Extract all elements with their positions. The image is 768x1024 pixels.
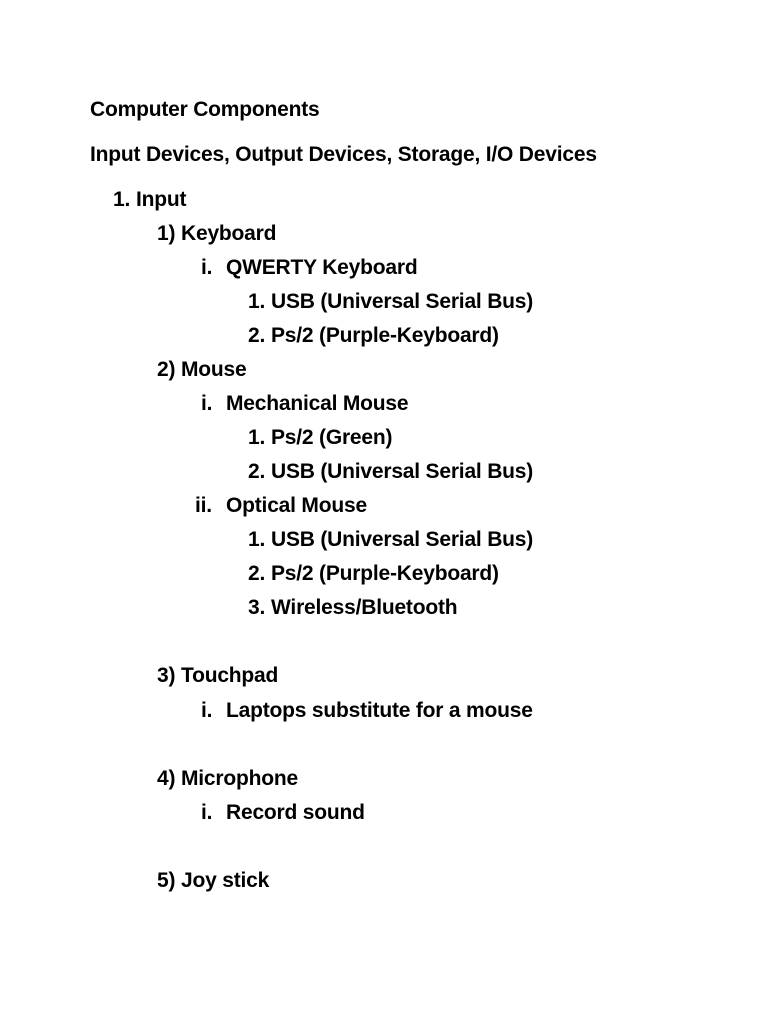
list-item-label: Record sound [226, 801, 365, 824]
list-item-label: Microphone [181, 767, 298, 790]
list-marker: i. [201, 699, 213, 722]
list-item-label: Ps/2 (Green) [271, 426, 393, 449]
list-item-microphone-note [201, 801, 365, 825]
list-item-label: USB (Universal Serial Bus) [271, 528, 534, 551]
list-item-mechanical-mouse [201, 392, 408, 416]
list-item-label: Mechanical Mouse [226, 392, 409, 415]
list-item-label: USB (Universal Serial Bus) [271, 460, 534, 483]
list-marker: i. [201, 256, 213, 279]
list-marker: 5) [157, 869, 176, 892]
list-item-label: Joy stick [181, 869, 270, 892]
list-item-touchpad [157, 664, 278, 688]
list-marker: 1. [113, 188, 131, 211]
list-marker: 2. [248, 460, 266, 483]
list-item-label: Keyboard [181, 222, 277, 245]
document-title: Computer Components [90, 98, 320, 121]
section-input [113, 188, 186, 212]
list-item-label: Ps/2 (Purple-Keyboard) [271, 562, 499, 585]
list-item-label: Optical Mouse [226, 494, 367, 517]
list-marker: i. [201, 801, 213, 824]
list-item-qwerty-keyboard [201, 256, 417, 280]
list-marker: 3. [248, 596, 266, 619]
list-item-microphone [157, 767, 298, 791]
list-item-label: Wireless/Bluetooth [271, 596, 458, 619]
list-item-joy-stick [157, 869, 269, 893]
list-marker: 1) [157, 222, 176, 245]
list-marker: 3) [157, 664, 176, 687]
list-marker: 2) [157, 358, 176, 381]
list-marker: 2. [248, 324, 266, 347]
list-item-usb [248, 460, 533, 484]
list-item-ps2 [248, 562, 499, 586]
list-marker: 1. [248, 426, 266, 449]
list-item-ps2-green [248, 426, 392, 450]
list-item-usb [248, 528, 533, 552]
list-item-label: Laptops substitute for a mouse [226, 699, 533, 722]
list-item-wireless-bluetooth [248, 596, 457, 620]
list-item-mouse [157, 358, 247, 382]
section-label: Input [136, 188, 187, 211]
list-marker: 1. [248, 528, 266, 551]
list-marker: ii. [195, 494, 212, 517]
list-item-keyboard [157, 222, 276, 246]
list-item-label: Touchpad [181, 664, 279, 687]
list-item-touchpad-note [201, 699, 533, 723]
list-item-label: Ps/2 (Purple-Keyboard) [271, 324, 499, 347]
list-marker: i. [201, 392, 213, 415]
list-item-usb [248, 290, 533, 314]
list-marker: 1. [248, 290, 266, 313]
list-item-label: QWERTY Keyboard [226, 256, 418, 279]
list-item-label: USB (Universal Serial Bus) [271, 290, 534, 313]
list-item-ps2 [248, 324, 499, 348]
list-item-label: Mouse [181, 358, 247, 381]
list-marker: 4) [157, 767, 176, 790]
document-subtitle: Input Devices, Output Devices, Storage, I/O Devices [90, 143, 597, 166]
list-item-optical-mouse [195, 494, 367, 518]
list-marker: 2. [248, 562, 266, 585]
